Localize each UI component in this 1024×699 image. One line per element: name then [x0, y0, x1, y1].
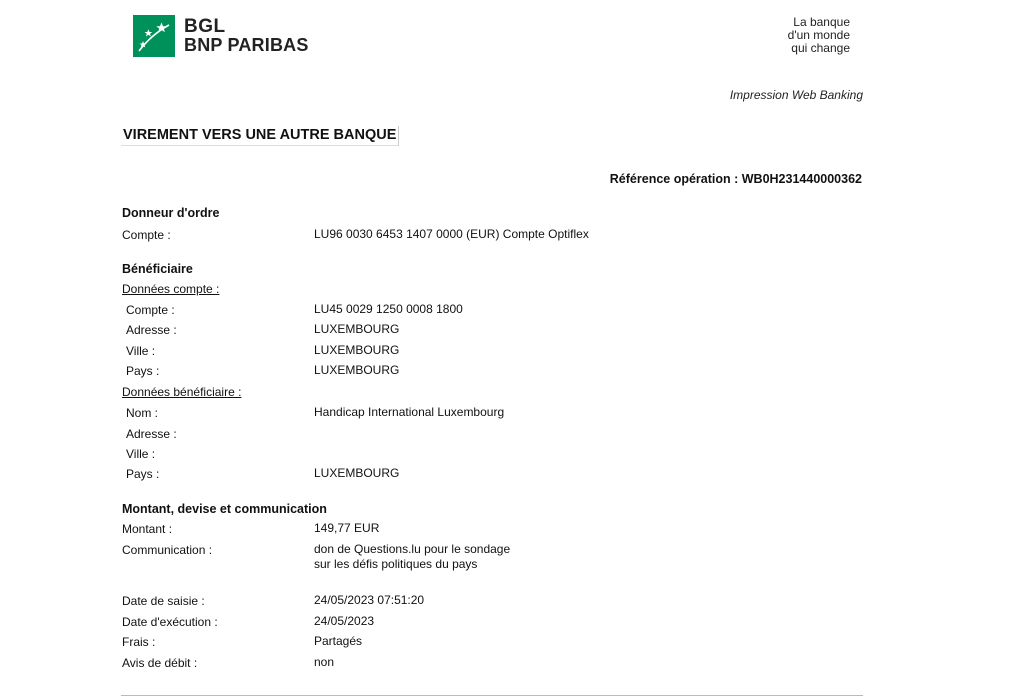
- brand-name-line1: BGL: [184, 16, 226, 37]
- benef-b-pays-value: LUXEMBOURG: [314, 466, 400, 480]
- date-execution-label: Date d'exécution :: [122, 615, 218, 629]
- benef-pays-value: LUXEMBOURG: [314, 363, 400, 377]
- donneur-compte-value: LU96 0030 6453 1407 0000 (EUR) Compte Optiflex: [314, 227, 589, 241]
- montant-label: Montant :: [122, 522, 173, 536]
- benef-b-pays-label: Pays :: [126, 467, 160, 481]
- benef-nom-label: Nom :: [126, 406, 159, 420]
- communication-label: Communication :: [122, 543, 213, 557]
- benef-ville-label: Ville :: [126, 344, 156, 358]
- donneur-compte-label: Compte :: [122, 228, 171, 242]
- communication-value: [314, 542, 510, 572]
- donnees-compte-heading: Données compte :: [122, 282, 220, 296]
- avis-debit-label: Avis de débit :: [122, 656, 198, 670]
- frais-label: Frais :: [122, 635, 156, 649]
- section-donneur-heading: Donneur d'ordre: [122, 206, 220, 220]
- slogan-line: d'un monde: [787, 28, 850, 42]
- benef-nom-value: Handicap International Luxembourg: [314, 405, 505, 419]
- benef-b-adresse-label: Adresse :: [126, 427, 177, 441]
- operation-reference: Référence opération : WB0H231440000362: [609, 172, 862, 186]
- communication-line: don de Questions.lu pour le sondage: [314, 542, 511, 556]
- print-label: Impression Web Banking: [729, 88, 863, 102]
- benef-adresse-value: LUXEMBOURG: [314, 322, 400, 336]
- date-saisie-value: 24/05/2023 07:51:20: [314, 593, 425, 607]
- footer-divider: [121, 695, 863, 696]
- bank-logo: [133, 15, 309, 57]
- avis-debit-value: non: [314, 655, 335, 669]
- slogan-line: qui change: [791, 41, 850, 55]
- benef-b-ville-label: Ville :: [126, 447, 156, 461]
- date-saisie-label: Date de saisie :: [122, 594, 205, 608]
- date-execution-value: 24/05/2023: [314, 614, 375, 628]
- benef-compte-label: Compte :: [126, 303, 175, 317]
- communication-line: sur les défis politiques du pays: [314, 557, 478, 571]
- brand-name-line2: BNP PARIBAS: [184, 35, 309, 55]
- montant-value: 149,77 EUR: [314, 521, 380, 535]
- section-beneficiaire-heading: Bénéficiaire: [122, 262, 193, 276]
- page-title: VIREMENT VERS UNE AUTRE BANQUE: [121, 126, 399, 146]
- benef-compte-value: LU45 0029 1250 0008 1800: [314, 302, 463, 316]
- bank-logo-stars-icon: [133, 15, 175, 57]
- benef-pays-label: Pays :: [126, 364, 160, 378]
- section-montant-heading: Montant, devise et communication: [122, 502, 327, 516]
- slogan-line: La banque: [793, 15, 850, 29]
- donnees-beneficiaire-heading: Données bénéficiaire :: [122, 385, 242, 399]
- frais-value: Partagés: [314, 634, 363, 648]
- benef-adresse-label: Adresse :: [126, 323, 177, 337]
- brand-slogan: [788, 16, 850, 55]
- benef-ville-value: LUXEMBOURG: [314, 343, 400, 357]
